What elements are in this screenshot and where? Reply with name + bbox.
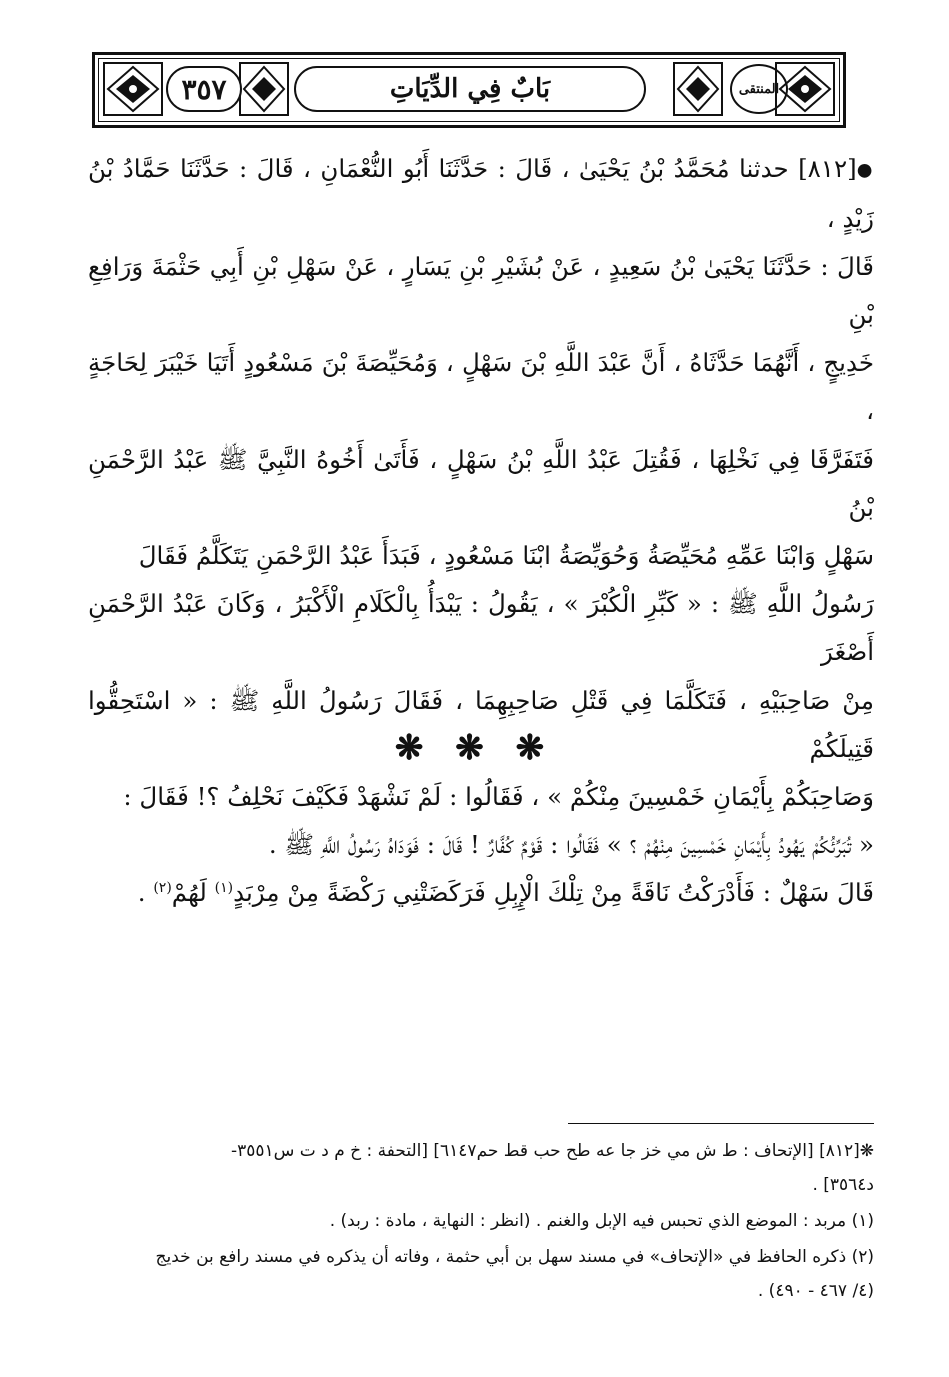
footnote-takhrij-line-2: د٣٥٦٤] . — [812, 1175, 874, 1195]
hadith-text — [88, 145, 874, 918]
footnote-takhrij-line-1: [٨١٢] [الإتحاف : ط ش مي خز جا عه طح حب قط حم٦١٤٧] [التحفة : خ م د ت س٣٥٥١- — [230, 1141, 860, 1161]
footnote-ref-2: (٢) — [153, 880, 172, 897]
hadith-line-1 — [88, 145, 874, 243]
ornament-left-inner — [238, 61, 290, 117]
chapter-title: بَابٌ فِي الدِّيَاتِ — [389, 74, 551, 104]
page-header — [92, 52, 846, 128]
footnote-2-line-2: (٤/ ٤٦٧ - ٤٩٠) . — [757, 1281, 874, 1301]
hadith-line-10-end: . — [137, 878, 146, 908]
chapter-title-cartouche — [294, 66, 646, 112]
page-number: ٣٥٧ — [181, 72, 227, 106]
footnote-ref-1: (١) — [214, 880, 234, 897]
hadith-number: [٨١٢] — [798, 154, 857, 183]
section-separator: ❋ ❋ ❋ — [394, 728, 555, 768]
hadith-line-8: وَصَاحِبَكُمْ بِأَيْمَانِ خَمْسِينَ مِنْكُمْ » ، فَقَالُوا : لَمْ نَشْهَدْ فَكَيْفَ نَحْلِفُ ؟! فَقَالَ : — [123, 782, 874, 812]
footnote-rule — [568, 1123, 874, 1124]
hadith-line-7: مِنْ صَاحِبَيْهِ ، فَتَكَلَّمَا فِي قَتْلِ صَاحِبِهِمَا ، فَقَالَ رَسُولُ اللَّهِ ﷺ : « اسْتَحِقُّوا قَتِيلَكُمْ — [88, 685, 874, 763]
footnote-2 — [88, 1240, 874, 1308]
page-number-cartouche — [166, 66, 242, 112]
hadith-line-4: فَتَفَرَّقَا فِي نَخْلِهَا ، فَقُتِلَ عَبْدُ اللَّهِ بْنُ سَهْلٍ ، فَأَتَىٰ أَخُوهُ النَّبِيَّ ﷺ عَبْدُ الرَّحْمَنِ بْنُ — [88, 444, 874, 522]
hadith-bullet: ● — [856, 159, 875, 181]
hadith-line-3: خَدِيجٍ ، أَنَّهُمَا حَدَّثَاهُ ، أَنَّ عَبْدَ اللَّهِ بْنَ سَهْلٍ ، وَمُحَيِّصَةَ بْنَ مَسْعُودٍ أَتَيَا خَيْبَرَ لِحَاجَةٍ ، — [88, 348, 874, 426]
hadith-line-2: قَالَ : حَدَّثَنَا يَحْيَىٰ بْنُ سَعِيدٍ ، عَنْ بُشَيْرِ بْنِ يَسَارٍ ، عَنْ سَهْلِ بْنِ أَبِي حَثْمَةَ وَرَافِعِ بْنِ — [88, 251, 874, 329]
hadith-line-10-word: لَهُمْ — [171, 878, 207, 908]
hadith-line-10 — [88, 869, 874, 917]
hadith-line-10-text: قَالَ سَهْلٌ : فَأَدْرَكْتُ نَاقَةً مِنْ تِلْكَ الْإِبِلِ فَرَكَضَتْنِي رَكْضَةً مِنْ مِرْبَدٍ — [233, 878, 874, 908]
ornament-left-outer — [102, 61, 164, 117]
ornament-right-outer — [774, 61, 836, 117]
book-logo-text: المنتقى — [738, 81, 780, 97]
hadith-line-6: رَسُولُ اللَّهِ ﷺ : « كَبِّرِ الْكُبْرَ » ، يَقُولُ : يَبْدَأُ بِالْكَلَامِ الْأَكْبَرُ ، وَكَانَ عَبْدُ الرَّحْمَنِ أَصْغَرَ — [88, 589, 874, 667]
footnotes — [88, 1134, 874, 1310]
ornament-right-inner — [672, 61, 724, 117]
footnote-star: ❋ — [859, 1141, 874, 1161]
footnote-1: (١) مربد : الموضع الذي تحبس فيه الإبل والغنم . (انظر : النهاية ، مادة : ربد) . — [329, 1211, 874, 1231]
hadith-line-1-text: حدثنا مُحَمَّدُ بْنُ يَحْيَىٰ ، قَالَ : حَدَّثَنَا أَبُو النُّعْمَانِ ، قَالَ : حَدَّثَنَا حَمَّادُ بْنُ زَيْدٍ ، — [88, 154, 874, 233]
hadith-line-5: سَهْلٍ وَابْنَا عَمِّهِ مُحَيِّصَةُ وَحُوَيِّصَةُ ابْنَا مَسْعُودٍ ، فَبَدَأَ عَبْدُ الرَّحْمَنِ يَتَكَلَّمُ فَقَالَ — [138, 541, 874, 571]
hadith-line-9: « تُبَرِّئُكُمْ يَهُودُ بِأَيْمَانِ خَمْسِينَ مِنْهُمْ ؟ » فَقَالُوا : قَوْمٌ كُفَّارٌ ! قَالَ : فَوَدَاهُ رَسُولُ اللَّهِ ﷺ . — [268, 830, 874, 860]
footnote-takhrij — [88, 1134, 874, 1202]
footnote-2-line-1: (٢) ذكره الحافظ في «الإتحاف» في مسند سهل بن أبي حثمة ، وفاته أن يذكره في مسند رافع بن خديج — [155, 1247, 874, 1267]
